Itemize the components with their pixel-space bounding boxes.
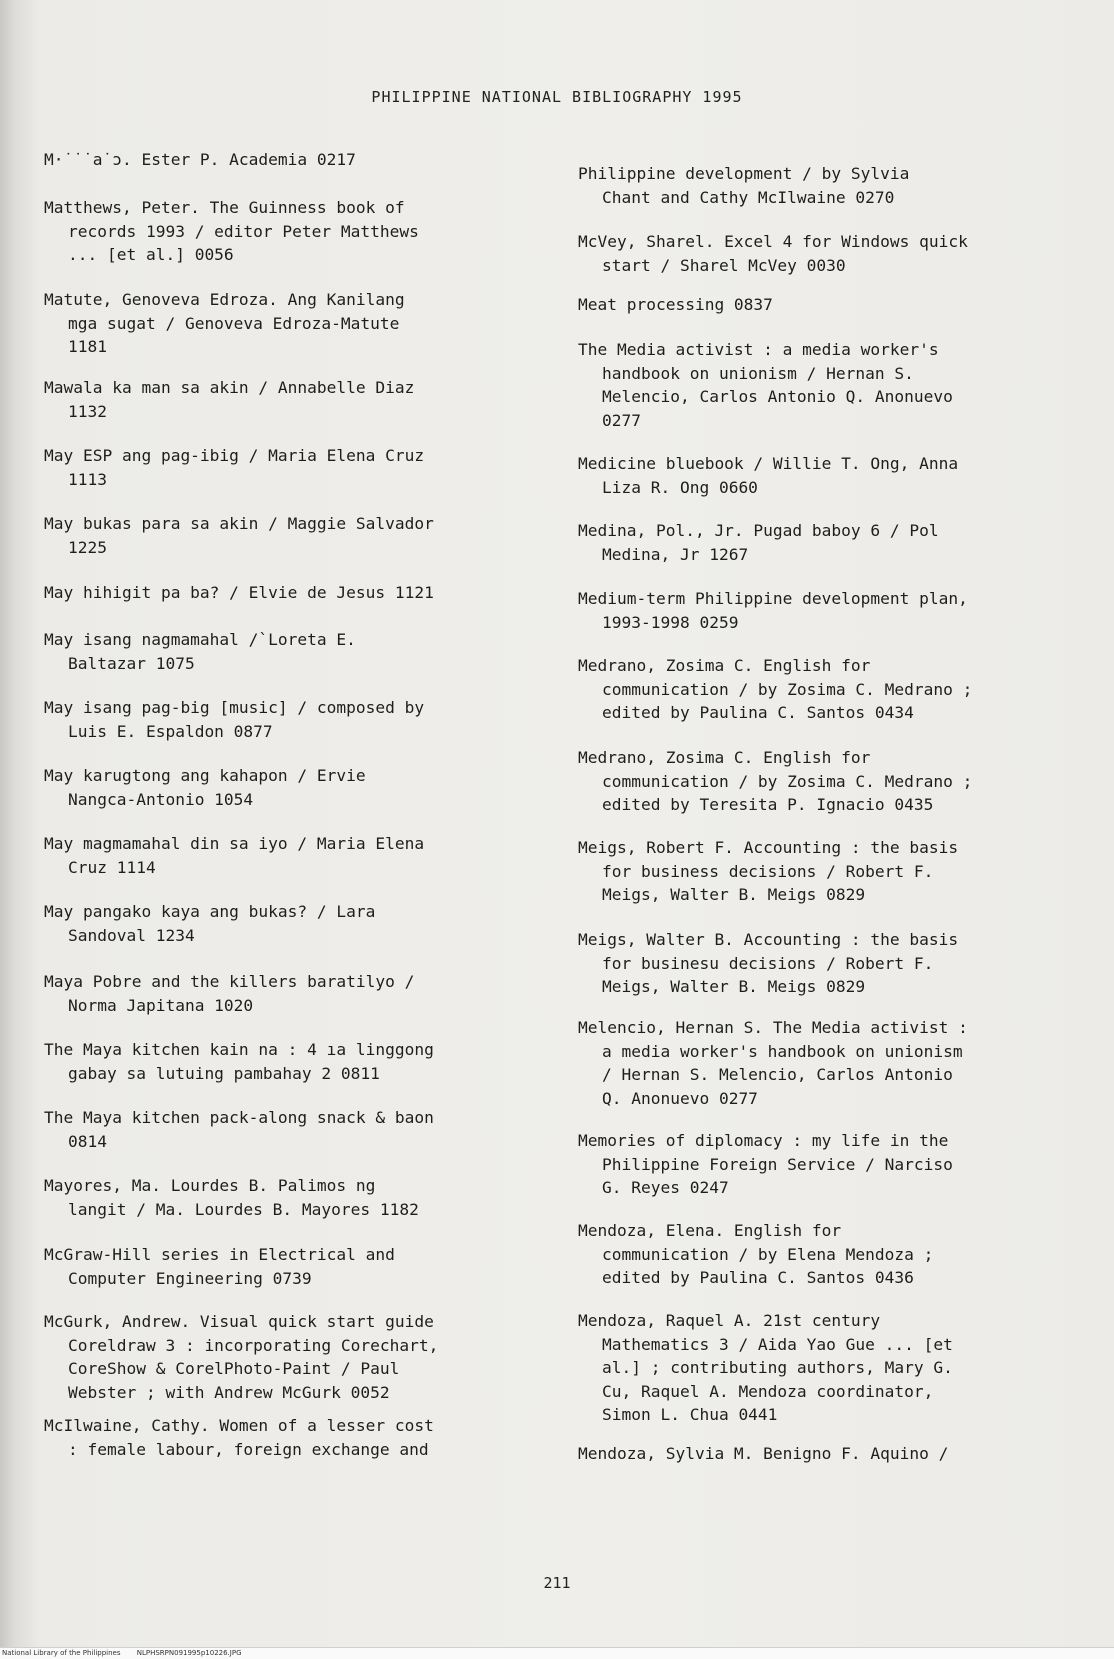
left-column-entry [44,900,534,947]
entry-line: May isang nagmamahal /`Loreta E. [44,630,356,649]
entry-line: Melencio, Carlos Antonio Q. Anonuevo [602,387,953,406]
entry-line: ... [et al.] 0056 [68,245,234,264]
entry-line: edited by Paulina C. Santos 0436 [602,1268,914,1287]
left-column-entry [44,764,534,811]
entry-line: Luis E. Espaldon 0877 [68,721,273,741]
entry-line: Melencio, Hernan S. The Media activist : [578,1018,968,1037]
entry-line: May hihigit pa ba? / Elvie de Jesus 1121 [44,583,434,602]
right-column-entry [578,293,1078,317]
entry-line: Cu, Raquel A. Mendoza coordinator, [602,1381,934,1401]
left-column-entry [44,1174,534,1221]
entry-line: 1181 [68,337,107,356]
entry-line: Memories of diplomacy : my life in the [578,1131,949,1150]
entry-line: start / Sharel McVey 0030 [602,255,846,275]
left-column-entry [44,1310,534,1404]
entry-line: McVey, Sharel. Excel 4 for Windows quick [578,232,968,251]
right-column-entry [578,1219,1078,1290]
entry-line: Nangca-Antonio 1054 [68,789,254,809]
left-column-entry [44,288,534,359]
footer-file: NLPHSRPN091995p10226.JPG [136,1649,242,1657]
entry-line: a media worker's handbook on unionism [602,1041,963,1061]
entry-line: Philippine development / by Sylvia [578,164,910,183]
entry-line: May isang pag-big [music] / composed by [44,698,425,717]
right-column-entry [578,162,1078,209]
entry-line: Mendoza, Sylvia M. Benigno F. Aquino / [578,1444,949,1463]
left-column-entry [44,1038,534,1085]
right-column-entry [578,928,1078,999]
entry-line: Cruz 1114 [68,857,156,877]
entry-line: Meat processing 0837 [578,295,773,314]
entry-line: records 1993 / editor Peter Matthews [68,221,419,241]
left-column-entry [44,376,534,423]
right-column-entry [578,836,1078,907]
right-column-entry [578,230,1078,277]
entry-line: Webster ; with Andrew McGurk 0052 [68,1382,390,1402]
entry-line: : female labour, foreign exchange and [68,1439,429,1459]
entry-line: Meigs, Walter B. Accounting : the basis [578,930,959,949]
entry-line: Meigs, Walter B. Meigs 0829 [602,885,866,904]
entry-line: Mendoza, Elena. English for [578,1221,842,1240]
left-column-entry [44,512,534,559]
entry-line: G. Reyes 0247 [602,1178,729,1197]
right-column-entry [578,587,1078,634]
entry-line: communication / by Elena Mendoza ; [602,1244,934,1264]
entry-line: Norma Japitana 1020 [68,995,254,1015]
entry-line: Medrano, Zosima C. English for [578,656,871,675]
entry-line: 1113 [68,469,107,489]
page-header: PHILIPPINE NATIONAL BIBLIOGRAPHY 1995 [371,88,743,106]
entry-line: The Media activist : a media worker's [578,340,939,359]
left-column-entry [44,1106,534,1153]
entry-line: Maya Pobre and the killers baratilyo / [44,972,415,991]
entry-line: for business decisions / Robert F. [602,861,934,881]
entry-line: Medina, Jr 1267 [602,544,749,564]
right-column-entry [578,338,1078,432]
right-column-entry [578,452,1078,499]
entry-line: edited by Teresita P. Ignacio 0435 [602,795,934,814]
entry-line: Mayores, Ma. Lourdes B. Palimos ng [44,1176,376,1195]
entry-line: Computer Engineering 0739 [68,1268,312,1288]
right-column-entry [578,1442,1078,1466]
footer-library: National Library of the Philippines [2,1649,121,1657]
entry-line: Baltazar 1075 [68,653,195,673]
right-column-entry [578,654,1078,725]
entry-line: 0277 [602,410,641,430]
entry-line: mga sugat / Genoveva Edroza-Matute [68,313,400,333]
left-column-entry [44,970,534,1017]
left-column-entry [44,696,534,743]
entry-line: edited by Paulina C. Santos 0434 [602,703,914,722]
left-column-entry [44,628,534,675]
entry-line: Medium-term Philippine development plan, [578,589,968,608]
entry-line: 1225 [68,537,107,557]
entry-line: McIlwaine, Cathy. Women of a lesser cost [44,1416,434,1435]
entry-line: M·˙˙˙a˙ɔ. Ester P. Academia 0217 [44,150,356,169]
left-column-entry [44,1243,534,1290]
entry-line: 1132 [68,401,107,421]
entry-line: Liza R. Ong 0660 [602,477,758,497]
entry-line: CoreShow & CorelPhoto-Paint / Paul [68,1359,400,1378]
entry-line: Meigs, Walter B. Meigs 0829 [602,977,866,996]
entry-line: for businesu decisions / Robert F. [602,953,934,973]
left-column-entry [44,196,534,267]
right-column-entry [578,1129,1078,1200]
entry-line: / Hernan S. Melencio, Carlos Antonio [602,1065,953,1084]
entry-line: May magmamahal din sa iyo / Maria Elena [44,834,425,853]
entry-line: handbook on unionism / Hernan S. [602,363,914,383]
entry-line: McGraw-Hill series in Electrical and [44,1245,395,1264]
entry-line: Philippine Foreign Service / Narciso [602,1154,953,1174]
entry-line: 0814 [68,1131,107,1151]
right-column-entry [578,746,1078,817]
entry-line: Chant and Cathy McIlwaine 0270 [602,187,895,207]
entry-line: Q. Anonuevo 0277 [602,1088,758,1108]
entry-line: May bukas para sa akin / Maggie Salvador [44,514,434,533]
entry-line: Mendoza, Raquel A. 21st century [578,1311,881,1330]
entry-line: Medicine bluebook / Willie T. Ong, Anna [578,454,959,473]
entry-line: Simon L. Chua 0441 [602,1405,778,1424]
right-column-entry [578,519,1078,566]
entry-line: communication / by Zosima C. Medrano ; [602,771,973,791]
entry-line: Matute, Genoveva Edroza. Ang Kanilang [44,290,405,309]
entry-line: Mathematics 3 / Aida Yao Gue ... [et [602,1334,953,1354]
entry-line: langit / Ma. Lourdes B. Mayores 1182 [68,1199,419,1219]
entry-line: communication / by Zosima C. Medrano ; [602,679,973,699]
entry-line: Medrano, Zosima C. English for [578,748,871,767]
left-column-entry [44,148,534,172]
left-column-entry [44,832,534,879]
left-column-entry [44,1414,534,1461]
right-column-entry [578,1016,1078,1110]
entry-line: May karugtong ang kahapon / Ervie [44,766,366,785]
entry-line: al.] ; contributing authors, Mary G. [602,1358,953,1377]
right-column-entry [578,1309,1078,1427]
left-column-entry [44,444,534,491]
entry-line: 1993-1998 0259 [602,612,739,632]
entry-line: Coreldraw 3 : incorporating Corechart, [68,1335,439,1355]
entry-line: gabay sa lutuing pambahay 2 0811 [68,1063,380,1083]
entry-line: Matthews, Peter. The Guinness book of [44,198,405,217]
entry-line: Mawala ka man sa akin / Annabelle Diaz [44,378,415,397]
left-column-entry [44,581,534,605]
entry-line: McGurk, Andrew. Visual quick start guide [44,1312,434,1331]
entry-line: Medina, Pol., Jr. Pugad baboy 6 / Pol [578,521,939,540]
entry-line: May pangako kaya ang bukas? / Lara [44,902,376,921]
entry-line: The Maya kitchen pack-along snack & baon [44,1108,434,1127]
entry-line: May ESP ang pag-ibig / Maria Elena Cruz [44,446,425,465]
entry-line: The Maya kitchen kain na : 4 ıa linggong [44,1040,434,1059]
page-number: 211 [543,1574,571,1592]
entry-line: Sandoval 1234 [68,925,195,945]
scan-footer [0,1647,1114,1659]
entry-line: Meigs, Robert F. Accounting : the basis [578,838,959,857]
